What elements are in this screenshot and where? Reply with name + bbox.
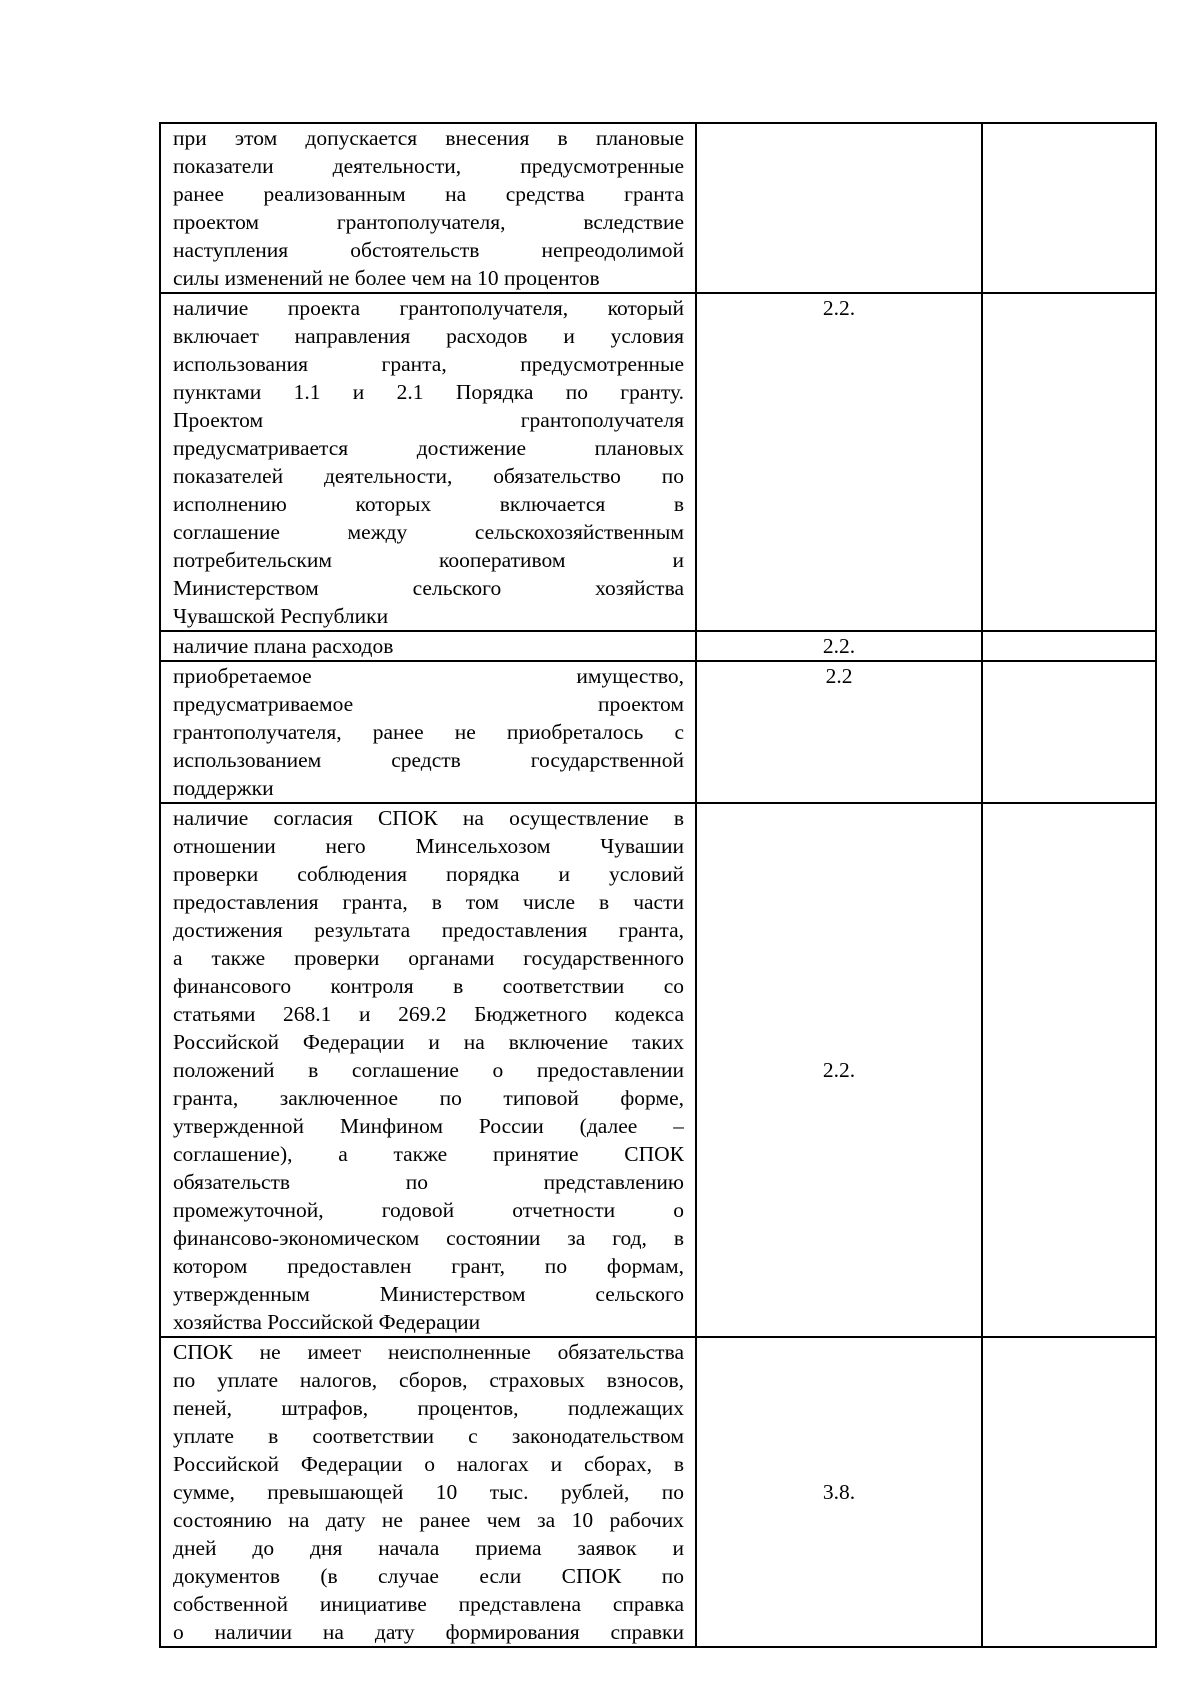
criterion-text-line: силы изменений не более чем на 10 процентов (173, 266, 600, 290)
criterion-text-line: документов (в случае если СПОК по (173, 1564, 684, 1588)
table-row (160, 293, 1156, 631)
requirements-table (159, 122, 1157, 1648)
criterion-text-line: а также проверки органами государственного (173, 946, 684, 970)
criterion-text-line: наличие плана расходов (173, 634, 394, 658)
criterion-text-line: пунктами 1.1 и 2.1 Порядка по гранту. (173, 380, 684, 404)
criterion-text-line: гранта, заключенное по типовой форме, (173, 1086, 684, 1110)
table-row (160, 123, 1156, 293)
table-row (160, 1337, 1156, 1647)
empty-cell (982, 631, 1156, 661)
criterion-text-line: отношении него Минсельхозом Чувашии (173, 834, 684, 858)
criterion-text-line: использованием средств государственной (173, 748, 684, 772)
criterion-text-line: предусматриваемое проектом (173, 692, 684, 716)
criterion-text-line: включает направления расходов и условия (173, 324, 684, 348)
reference-cell (696, 293, 982, 631)
empty-cell (982, 803, 1156, 1337)
criterion-text-line: утвержденным Министерством сельского (173, 1282, 684, 1306)
criterion-text-line: проверки соблюдения порядка и условий (173, 862, 684, 886)
table-row (160, 803, 1156, 1337)
criterion-text-line: предусматривается достижение плановых (173, 436, 684, 460)
empty-cell (982, 661, 1156, 803)
reference-number: 2.2. (822, 1058, 856, 1082)
criterion-text-line: соглашение), а также принятие СПОК (173, 1142, 684, 1166)
criterion-text-line: наличие согласия СПОК на осуществление в (173, 806, 684, 830)
reference-cell (696, 631, 982, 661)
empty-cell (982, 123, 1156, 293)
criterion-text-line: поддержки (173, 776, 274, 800)
criterion-text-line: собственной инициативе представлена справка (173, 1592, 684, 1616)
criterion-text-line: соглашение между сельскохозяйственным (173, 520, 684, 544)
criterion-text-line: исполнению которых включается в (173, 492, 684, 516)
reference-number: 2.2 (825, 664, 853, 688)
criterion-text-line: утвержденной Минфином России (далее – (173, 1114, 684, 1138)
criterion-text-line: показатели деятельности, предусмотренные (173, 154, 684, 178)
criterion-text-line: Министерством сельского хозяйства (173, 576, 684, 600)
criterion-text-line: Чувашской Республики (173, 604, 389, 628)
reference-cell (696, 803, 982, 1337)
criterion-text-line: положений в соглашение о предоставлении (173, 1058, 684, 1082)
criterion-text-line: достижения результата предоставления гранта, (173, 918, 684, 942)
criterion-text-line: хозяйства Российской Федерации (173, 1310, 481, 1334)
reference-cell (696, 1337, 982, 1647)
criterion-text-line: финансово-экономическом состоянии за год, в (173, 1226, 684, 1250)
criterion-text-line: показателей деятельности, обязательство по (173, 464, 684, 488)
criterion-text-line: наступления обстоятельств непреодолимой (173, 238, 684, 262)
criterion-text-line: о наличии на дату формирования справки (173, 1620, 684, 1644)
reference-number: 3.8. (822, 1480, 856, 1504)
criterion-text-line: потребительским кооперативом и (173, 548, 684, 572)
criterion-text-line: при этом допускается внесения в плановые (173, 126, 684, 150)
criterion-text-line: грантополучателя, ранее не приобреталось с (173, 720, 684, 744)
criterion-text-line: ранее реализованным на средства гранта (173, 182, 684, 206)
criterion-text-line: наличие проекта грантополучателя, который (173, 296, 684, 320)
criterion-cell (160, 803, 696, 1337)
reference-cell (696, 123, 982, 293)
criterion-text-line: промежуточной, годовой отчетности о (173, 1198, 684, 1222)
criterion-text-line: приобретаемое имущество, (173, 664, 684, 688)
criterion-text-line: котором предоставлен грант, по формам, (173, 1254, 684, 1278)
criterion-text-line: финансового контроля в соответствии со (173, 974, 684, 998)
reference-number: 2.2. (822, 634, 856, 658)
criterion-text-line: проектом грантополучателя, вследствие (173, 210, 684, 234)
table-row (160, 661, 1156, 803)
criterion-cell (160, 661, 696, 803)
criterion-text-line: Российской Федерации и на включение таких (173, 1030, 684, 1054)
table-row (160, 631, 1156, 661)
criterion-text-line: предоставления гранта, в том числе в части (173, 890, 684, 914)
criterion-text-line: Проектом грантополучателя (173, 408, 684, 432)
criterion-text-line: дней до дня начала приема заявок и (173, 1536, 684, 1560)
criterion-text-line: Российской Федерации о налогах и сборах, в (173, 1452, 684, 1476)
criterion-cell (160, 293, 696, 631)
criterion-cell (160, 1337, 696, 1647)
criterion-text-line: пеней, штрафов, процентов, подлежащих (173, 1396, 684, 1420)
empty-cell (982, 293, 1156, 631)
criterion-cell (160, 123, 696, 293)
criterion-text-line: по уплате налогов, сборов, страховых взносов, (173, 1368, 684, 1392)
criterion-text-line: СПОК не имеет неисполненные обязательства (173, 1340, 684, 1364)
criterion-text-line: использования гранта, предусмотренные (173, 352, 684, 376)
criterion-cell (160, 631, 696, 661)
criterion-text-line: статьями 268.1 и 269.2 Бюджетного кодекса (173, 1002, 684, 1026)
criterion-text-line: состоянию на дату не ранее чем за 10 рабочих (173, 1508, 684, 1532)
empty-cell (982, 1337, 1156, 1647)
reference-cell (696, 661, 982, 803)
criterion-text-line: сумме, превышающей 10 тыс. рублей, по (173, 1480, 684, 1504)
reference-number: 2.2. (822, 296, 856, 320)
criterion-text-line: обязательств по представлению (173, 1170, 684, 1194)
criterion-text-line: уплате в соответствии с законодательством (173, 1424, 684, 1448)
